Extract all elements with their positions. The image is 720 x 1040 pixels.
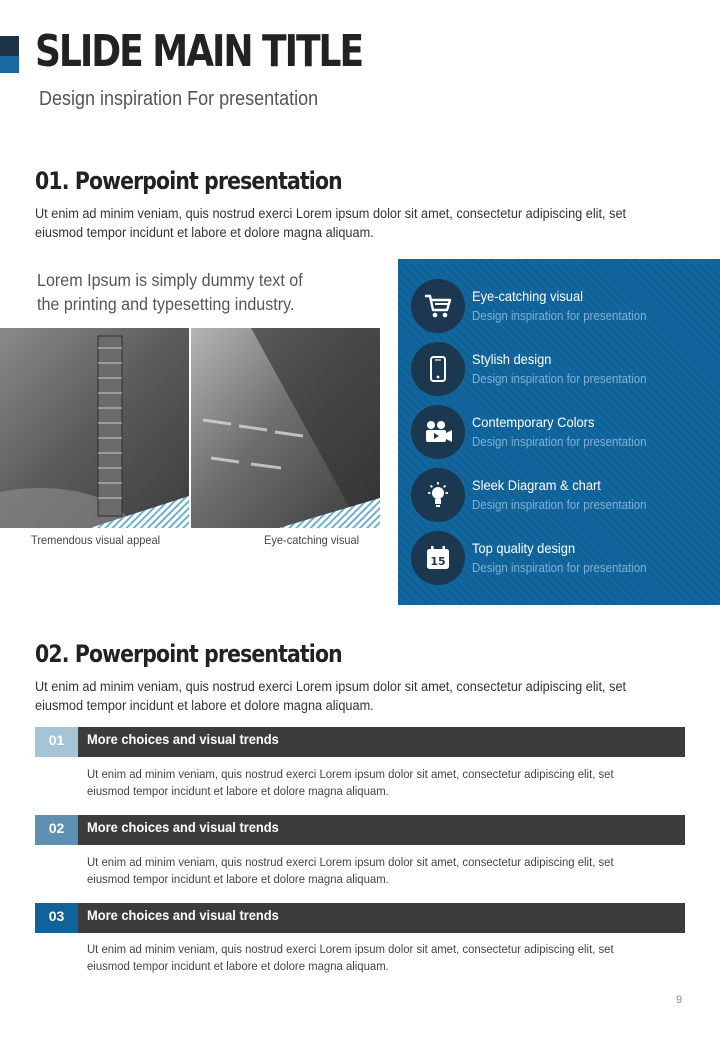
page-number: 9: [676, 994, 683, 1006]
list-item-title-2: More choices and visual trends: [87, 819, 279, 835]
list-item-bar-1: [35, 727, 685, 757]
calendar-number: 15: [430, 555, 446, 568]
page-subtitle: Design inspiration For presentation: [39, 88, 319, 110]
phone-icon: [411, 342, 465, 396]
feature-desc-5: Design inspiration for presentation: [472, 561, 647, 575]
lightbulb-icon: [411, 468, 465, 522]
section2-heading: 02. Powerpoint presentation: [35, 640, 342, 668]
feature-title-3: Contemporary Colors: [472, 414, 595, 430]
list-item-text-1: Ut enim ad minim veniam, quis nostrud exerci Lorem ipsum dolor sit amet, consectetur adipiscing elit, set eiusmod tempor incidunt et labore et dolore magna aliquam.: [87, 767, 614, 798]
list-item-text-3: Ut enim ad minim veniam, quis nostrud exerci Lorem ipsum dolor sit amet, consectetur adipiscing elit, set eiusmod tempor incidunt et labore et dolore magna aliquam.: [87, 942, 614, 973]
feature-desc-4: Design inspiration for presentation: [472, 498, 647, 512]
calendar-icon: [411, 531, 465, 585]
list-item-bar-3: [35, 903, 685, 933]
coins-photo: [0, 328, 189, 528]
page-title: SLIDE MAIN TITLE: [35, 26, 363, 77]
list-item-title-1: More choices and visual trends: [87, 731, 279, 747]
feature-desc-3: Design inspiration for presentation: [472, 435, 647, 449]
list-item-title-3: More choices and visual trends: [87, 907, 279, 923]
feature-desc-1: Design inspiration for presentation: [472, 309, 647, 323]
card-photo: [191, 328, 380, 528]
section1-paragraph: Ut enim ad minim veniam, quis nostrud exerci Lorem ipsum dolor sit amet, consectetur adipiscing elit, set eiusmod tempor incidunt et labore et dolore magna aliquam.: [35, 206, 627, 240]
feature-panel: [398, 259, 720, 605]
title-accent-dark: [0, 36, 19, 56]
title-accent-blue: [0, 56, 19, 73]
section1-heading: 01. Powerpoint presentation: [35, 167, 342, 195]
feature-desc-2: Design inspiration for presentation: [472, 372, 647, 386]
feature-title-5: Top quality design: [472, 540, 576, 556]
section2-paragraph: Ut enim ad minim veniam, quis nostrud exerci Lorem ipsum dolor sit amet, consectetur adipiscing elit, set eiusmod tempor incidunt et labore et dolore magna aliquam.: [35, 679, 627, 713]
cart-icon: [411, 279, 465, 333]
list-item-number-2: 02: [35, 815, 78, 845]
photo-caption-1: Tremendous visual appeal: [31, 533, 161, 547]
list-item-text-2: Ut enim ad minim veniam, quis nostrud exerci Lorem ipsum dolor sit amet, consectetur adipiscing elit, set eiusmod tempor incidunt et labore et dolore magna aliquam.: [87, 855, 614, 886]
feature-title-4: Sleek Diagram & chart: [472, 477, 601, 493]
list-item-number-1: 01: [35, 727, 78, 757]
section1-lead: Lorem Ipsum is simply dummy text of the printing and typesetting industry.: [37, 270, 303, 314]
list-item-number-3: 03: [35, 903, 78, 933]
people-video-icon: [411, 405, 465, 459]
feature-title-1: Eye-catching visual: [472, 288, 583, 304]
list-item-bar-2: [35, 815, 685, 845]
photo-caption-2: Eye-catching visual: [264, 533, 360, 547]
feature-title-2: Stylish design: [472, 351, 552, 367]
